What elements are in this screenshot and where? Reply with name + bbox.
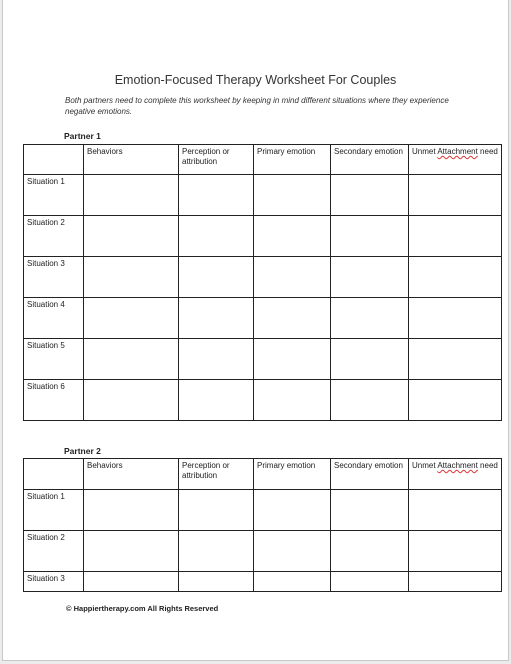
secondary-emotion-cell[interactable] <box>331 531 409 572</box>
column-header-perception: Perception or attribution <box>179 145 254 175</box>
primary-emotion-cell[interactable] <box>254 216 331 257</box>
corner-cell <box>24 459 84 490</box>
perception-cell[interactable] <box>179 298 254 339</box>
unmet-need-cell[interactable] <box>409 175 502 216</box>
row-label: Situation 4 <box>24 298 84 339</box>
secondary-emotion-cell[interactable] <box>331 572 409 592</box>
behaviors-cell[interactable] <box>84 216 179 257</box>
secondary-emotion-cell[interactable] <box>331 298 409 339</box>
unmet-need-cell[interactable] <box>409 490 502 531</box>
unmet-need-cell[interactable] <box>409 216 502 257</box>
column-header-behaviors: Behaviors <box>84 145 179 175</box>
primary-emotion-cell[interactable] <box>254 339 331 380</box>
table-row <box>24 298 502 339</box>
perception-cell[interactable] <box>179 216 254 257</box>
column-header-unmet-attachment-need: Unmet Attachment need <box>409 459 502 490</box>
perception-cell[interactable] <box>179 257 254 298</box>
unmet-need-cell[interactable] <box>409 380 502 421</box>
secondary-emotion-cell[interactable] <box>331 490 409 531</box>
header-row <box>24 145 502 175</box>
behaviors-cell[interactable] <box>84 572 179 592</box>
behaviors-cell[interactable] <box>84 257 179 298</box>
behaviors-cell[interactable] <box>84 298 179 339</box>
row-label: Situation 1 <box>24 490 84 531</box>
primary-emotion-cell[interactable] <box>254 298 331 339</box>
perception-cell[interactable] <box>179 339 254 380</box>
behaviors-cell[interactable] <box>84 490 179 531</box>
row-label: Situation 5 <box>24 339 84 380</box>
column-header-perception: Perception or attribution <box>179 459 254 490</box>
primary-emotion-cell[interactable] <box>254 531 331 572</box>
perception-cell[interactable] <box>179 380 254 421</box>
perception-cell[interactable] <box>179 490 254 531</box>
primary-emotion-cell[interactable] <box>254 175 331 216</box>
secondary-emotion-cell[interactable] <box>331 175 409 216</box>
unmet-need-cell[interactable] <box>409 257 502 298</box>
behaviors-cell[interactable] <box>84 380 179 421</box>
table-row <box>24 175 502 216</box>
row-label: Situation 6 <box>24 380 84 421</box>
row-label: Situation 3 <box>24 257 84 298</box>
table-row <box>24 490 502 531</box>
partner-1-label: Partner 1 <box>64 131 101 141</box>
table-row <box>24 257 502 298</box>
behaviors-cell[interactable] <box>84 175 179 216</box>
table-row <box>24 339 502 380</box>
page-title: Emotion-Focused Therapy Worksheet For Couples <box>114 73 397 87</box>
header-row <box>24 459 502 490</box>
column-header-primary-emotion: Primary emotion <box>254 145 331 175</box>
perception-cell[interactable] <box>179 175 254 216</box>
column-header-primary-emotion: Primary emotion <box>254 459 331 490</box>
perception-cell[interactable] <box>179 531 254 572</box>
secondary-emotion-cell[interactable] <box>331 257 409 298</box>
partner-2-table <box>23 458 502 592</box>
primary-emotion-cell[interactable] <box>254 257 331 298</box>
column-header-behaviors: Behaviors <box>84 459 179 490</box>
secondary-emotion-cell[interactable] <box>331 380 409 421</box>
unmet-need-cell[interactable] <box>409 298 502 339</box>
instructions-text: Both partners need to complete this worksheet by keeping in mind different situations where they experience negative emotions. <box>65 96 449 116</box>
row-label: Situation 2 <box>24 531 84 572</box>
column-header-secondary-emotion: Secondary emotion <box>331 459 409 490</box>
row-label: Situation 2 <box>24 216 84 257</box>
behaviors-cell[interactable] <box>84 339 179 380</box>
table-row <box>24 216 502 257</box>
table-row <box>24 380 502 421</box>
perception-cell[interactable] <box>179 572 254 592</box>
partner-2-label: Partner 2 <box>64 446 101 456</box>
column-header-unmet-attachment-need: Unmet Attachment need <box>409 145 502 175</box>
row-label: Situation 1 <box>24 175 84 216</box>
primary-emotion-cell[interactable] <box>254 572 331 592</box>
behaviors-cell[interactable] <box>84 531 179 572</box>
unmet-need-cell[interactable] <box>409 531 502 572</box>
primary-emotion-cell[interactable] <box>254 380 331 421</box>
unmet-need-cell[interactable] <box>409 572 502 592</box>
corner-cell <box>24 145 84 175</box>
partner-1-table <box>23 144 502 421</box>
secondary-emotion-cell[interactable] <box>331 339 409 380</box>
column-header-secondary-emotion: Secondary emotion <box>331 145 409 175</box>
table-row <box>24 572 502 592</box>
table-row <box>24 531 502 572</box>
unmet-need-cell[interactable] <box>409 339 502 380</box>
worksheet-page <box>2 0 509 661</box>
primary-emotion-cell[interactable] <box>254 490 331 531</box>
secondary-emotion-cell[interactable] <box>331 216 409 257</box>
row-label: Situation 3 <box>24 572 84 592</box>
copyright-footer: © Happiertherapy.com All Rights Reserved <box>66 604 219 613</box>
